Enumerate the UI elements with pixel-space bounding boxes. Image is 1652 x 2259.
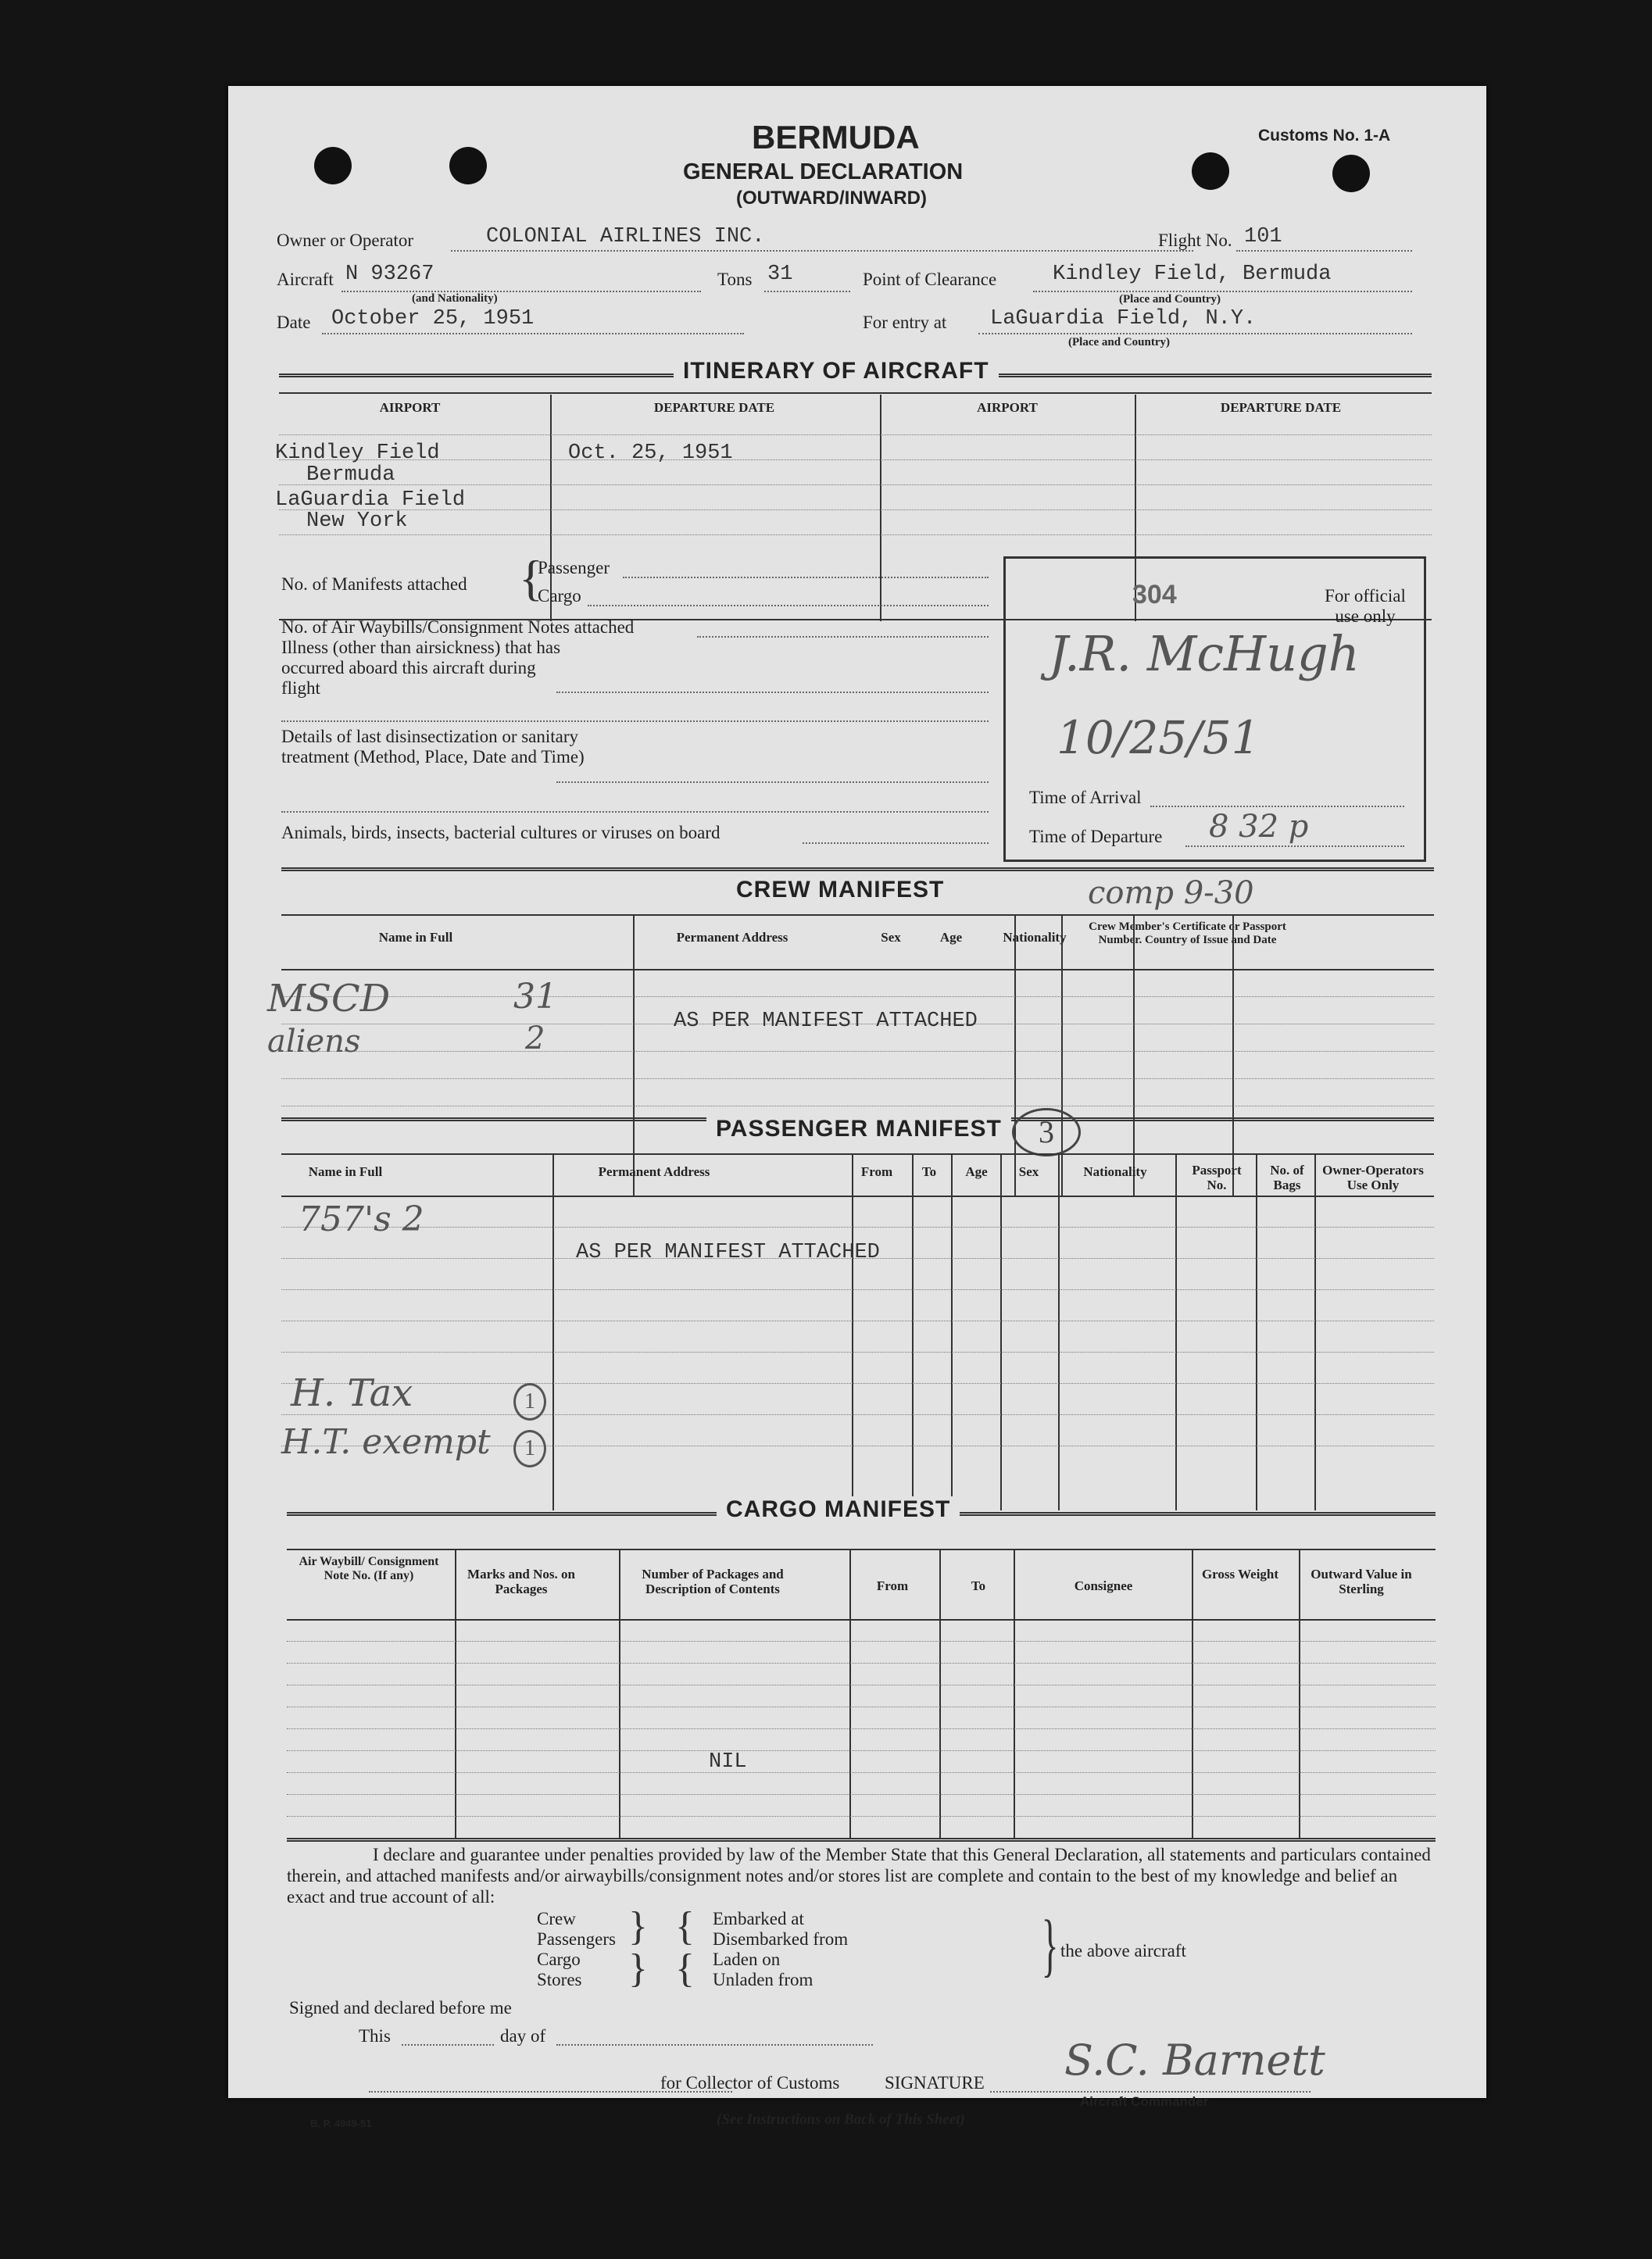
passenger-col-owner-use: Owner-Operators Use Only <box>1322 1163 1424 1192</box>
disinsect-label: Details of last disinsectization or sanitary treatment (Method, Place, Date and Time) <box>281 727 585 767</box>
waybills-label: No. of Air Waybills/Consignment Notes attached <box>281 617 635 637</box>
itinerary-col-airport-2: AIRPORT <box>977 400 1038 415</box>
passenger-divider <box>1058 1155 1060 1510</box>
tons-value: 31 <box>767 263 793 286</box>
commander-signature: S.C. Barnett <box>1064 2036 1325 2085</box>
declaration-embarked: Embarked at <box>713 1909 804 1928</box>
passenger-col-sex: Sex <box>1018 1164 1039 1179</box>
brace-icon: } <box>1041 1907 1059 1984</box>
manifests-label: No. of Manifests attached <box>281 574 467 594</box>
signature-line <box>990 2091 1311 2093</box>
passenger-divider <box>1175 1155 1177 1510</box>
passenger-divider <box>912 1155 914 1510</box>
cargo-note: NIL <box>709 1750 747 1774</box>
manifest-passenger-line <box>623 577 989 578</box>
crew-row-line <box>281 1051 1434 1052</box>
declaration-cargo: Cargo <box>537 1950 581 1969</box>
cargo-row-line <box>287 1750 1436 1751</box>
crew-handwritten-1: MSCD <box>267 977 391 1020</box>
passenger-note: AS PER MANIFEST ATTACHED <box>576 1241 880 1264</box>
passenger-title: PASSENGER MANIFEST <box>706 1116 1011 1142</box>
itinerary-row-line <box>279 434 1432 435</box>
brace-icon: } <box>628 1904 648 1949</box>
clearance-note: (Place and Country) <box>1119 293 1221 306</box>
declaration-form <box>228 86 1486 2129</box>
passenger-row-line <box>281 1289 1434 1290</box>
crew-top-rule <box>281 914 1434 916</box>
declaration-stores: Stores <box>537 1970 582 1989</box>
crew-handwritten-2-count: 2 <box>525 1020 545 1056</box>
crew-divider <box>1232 916 1234 1197</box>
manifest-passenger-label: Passenger <box>538 558 610 577</box>
declaration-text: I declare and guarantee under penalties provided by law of the Member State that this General Declaration, all statements and particulars contained therein, and attached manifests and/or airwaybills/consignment notes and/or stores list are complete and contain to the best of my knowledge and belief an exact and true account of all: <box>287 1845 1431 1907</box>
declaration-passengers: Passengers <box>537 1929 616 1949</box>
itinerary-col-departure-2: DEPARTURE DATE <box>1220 400 1342 415</box>
passenger-col-passport: Passport No. <box>1192 1163 1242 1192</box>
passenger-divider <box>852 1155 853 1510</box>
official-use-label: For official use only <box>1325 586 1406 626</box>
crew-row-line <box>281 1078 1434 1079</box>
itinerary-row-line <box>279 459 1432 460</box>
cargo-col-from: From <box>876 1578 909 1593</box>
entry-value: LaGuardia Field, N.Y. <box>990 307 1257 331</box>
cargo-col-marks: Marks and Nos. on Packages <box>467 1567 575 1596</box>
cargo-row-line <box>287 1794 1436 1795</box>
passenger-col-from: From <box>860 1164 893 1179</box>
manifest-cargo-line <box>588 605 989 606</box>
day-label: day of <box>500 2026 546 2046</box>
tons-line <box>764 291 850 292</box>
passenger-row-line <box>281 1383 1434 1384</box>
declaration-disembarked: Disembarked from <box>713 1929 849 1949</box>
crew-col-age: Age <box>939 930 963 945</box>
declaration-above-aircraft: the above aircraft <box>1060 1941 1186 1961</box>
cargo-col-to: To <box>971 1578 986 1593</box>
declaration-unladen: Unladen from <box>713 1970 813 1989</box>
date-value: October 25, 1951 <box>331 307 535 331</box>
cargo-header-rule <box>287 1619 1436 1621</box>
passenger-col-name: Name in Full <box>308 1164 383 1179</box>
aircraft-line <box>341 291 701 292</box>
crew-col-sex: Sex <box>881 930 901 945</box>
passenger-col-nationality: Nationality <box>1083 1164 1147 1179</box>
brace-icon: { <box>675 1946 695 1991</box>
cargo-row-line <box>287 1816 1436 1817</box>
passenger-handwritten-3-count: 1 <box>513 1430 546 1467</box>
declaration-laden: Laden on <box>713 1950 781 1969</box>
clearance-label: Point of Clearance <box>863 270 997 289</box>
crew-divider <box>1133 916 1135 1197</box>
cargo-row-line <box>287 1641 1436 1642</box>
tons-label: Tons <box>717 270 753 289</box>
illness-line-2 <box>281 720 989 722</box>
itinerary-row-line <box>279 484 1432 485</box>
cargo-row-line <box>287 1728 1436 1729</box>
passenger-row-line <box>281 1414 1434 1415</box>
flight-label: Flight No. <box>1158 231 1232 250</box>
form-direction: (OUTWARD/INWARD) <box>736 188 927 209</box>
signature-label: SIGNATURE <box>885 2073 985 2093</box>
itinerary-airport-1-country: Bermuda <box>306 463 395 487</box>
cargo-col-consignee: Consignee <box>1074 1578 1133 1593</box>
crew-margin-note: comp 9-30 <box>1088 875 1254 911</box>
itinerary-col-departure-1: DEPARTURE DATE <box>653 400 775 415</box>
cargo-rule <box>287 1549 1436 1550</box>
passenger-divider <box>951 1155 953 1510</box>
signed-label: Signed and declared before me <box>289 1998 512 2018</box>
day-line <box>556 2044 873 2046</box>
crew-col-address: Permanent Address <box>676 930 788 945</box>
flight-line <box>1236 250 1412 252</box>
cargo-col-packages: Number of Packages and Description of Contents <box>642 1567 784 1596</box>
brace-icon: } <box>628 1946 648 1991</box>
date-label: Date <box>277 313 311 332</box>
itinerary-row-line <box>279 534 1432 535</box>
details-bottom-rule <box>281 867 1434 871</box>
cargo-bottom-rule <box>287 1838 1436 1842</box>
itinerary-airport-1: Kindley Field <box>275 441 440 465</box>
clearance-line <box>1033 291 1412 292</box>
brace-icon: { <box>675 1904 695 1949</box>
date-line <box>322 333 744 334</box>
form-title: BERMUDA <box>752 119 920 155</box>
crew-col-name: Name in Full <box>378 930 453 945</box>
passenger-header-rule <box>281 1196 1434 1197</box>
passenger-divider <box>1000 1155 1002 1510</box>
itinerary-departure-date: Oct. 25, 1951 <box>568 441 733 465</box>
illness-line <box>556 692 989 693</box>
itinerary-airport-2-country: New York <box>306 509 408 533</box>
clearance-value: Kindley Field, Bermuda <box>1053 263 1332 286</box>
animals-line <box>803 842 989 844</box>
passenger-divider <box>1256 1155 1257 1510</box>
cargo-row-line <box>287 1772 1436 1773</box>
arrival-label: Time of Arrival <box>1029 788 1142 807</box>
this-label: This <box>359 2026 391 2046</box>
passenger-handwritten-2: H. Tax <box>291 1371 413 1415</box>
entry-note: (Place and Country) <box>1068 336 1170 349</box>
punch-hole <box>449 147 487 184</box>
crew-header-rule <box>281 969 1434 970</box>
passenger-row-line <box>281 1227 1434 1228</box>
passenger-row-line <box>281 1352 1434 1353</box>
arrival-line <box>1150 806 1404 807</box>
itinerary-rule <box>279 392 1432 394</box>
punch-hole <box>314 147 352 184</box>
collector-label: for Collector of Customs <box>660 2073 840 2093</box>
passenger-col-address: Permanent Address <box>598 1164 710 1179</box>
crew-note: AS PER MANIFEST ATTACHED <box>674 1010 978 1033</box>
passenger-col-bags: No. of Bags <box>1270 1163 1304 1192</box>
departure-line <box>1185 845 1404 847</box>
passenger-divider <box>1314 1155 1316 1510</box>
illness-label: Illness (other than airsickness) that has occurred aboard this aircraft during flight <box>281 638 561 698</box>
aircraft-label: Aircraft <box>277 270 334 289</box>
cargo-col-value: Outward Value in Sterling <box>1311 1567 1412 1596</box>
passenger-handwritten-3: H.T. exempt <box>281 1422 491 1462</box>
departure-value: 8 32 p <box>1209 809 1309 845</box>
cargo-row-line <box>287 1663 1436 1664</box>
passenger-col-age: Age <box>965 1164 988 1179</box>
passenger-count-circle: 3 <box>1012 1108 1081 1156</box>
commander-label: Aircraft Commander <box>1080 2094 1209 2109</box>
stamp-number: 304 <box>1132 580 1177 609</box>
aircraft-value: N 93267 <box>345 263 434 286</box>
disinsect-line <box>556 781 989 783</box>
animals-label: Animals, birds, insects, bacterial cultures or viruses on board <box>281 823 721 842</box>
passenger-handwritten-2-count: 1 <box>513 1383 546 1421</box>
this-line <box>402 2044 494 2046</box>
official-signature: J.R. McHugh <box>1049 625 1360 682</box>
cargo-col-waybill: Air Waybill/ Consignment Note No. (If any) <box>299 1555 439 1582</box>
crew-handwritten-1-count: 31 <box>513 977 557 1017</box>
cargo-col-weight: Gross Weight <box>1201 1567 1279 1582</box>
punch-hole <box>1192 152 1229 190</box>
departure-label: Time of Departure <box>1029 827 1163 846</box>
form-subtitle: GENERAL DECLARATION <box>683 159 964 184</box>
itinerary-divider <box>880 395 881 621</box>
passenger-handwritten-1: 757's 2 <box>299 1199 424 1239</box>
crew-divider <box>1061 916 1063 1197</box>
cargo-title: CARGO MANIFEST <box>717 1496 960 1523</box>
crew-handwritten-2: aliens <box>267 1024 361 1060</box>
itinerary-title: ITINERARY OF AIRCRAFT <box>674 358 999 384</box>
crew-col-nationality: Nationality <box>1003 930 1067 945</box>
crew-col-certificate: Crew Member's Certificate or Passport Number. Country of Issue and Date <box>1089 920 1286 946</box>
form-code: B. P. 4949-51 <box>310 2118 372 2129</box>
owner-label: Owner or Operator <box>277 231 413 250</box>
instructions-note: (See Instructions on Back of This Sheet) <box>717 2111 965 2128</box>
crew-row-line <box>281 996 1434 997</box>
itinerary-airport-2: LaGuardia Field <box>275 488 466 512</box>
owner-line <box>451 250 1193 252</box>
entry-line <box>978 333 1412 334</box>
declaration-crew: Crew <box>537 1909 576 1928</box>
flight-value: 101 <box>1244 225 1282 248</box>
passenger-divider <box>552 1155 554 1510</box>
passenger-rule <box>281 1153 1434 1155</box>
official-date: 10/25/51 <box>1057 711 1260 764</box>
manifest-cargo-label: Cargo <box>538 586 581 606</box>
owner-value: COLONIAL AIRLINES INC. <box>486 225 765 248</box>
entry-label: For entry at <box>863 313 947 332</box>
crew-divider <box>1014 916 1016 1197</box>
itinerary-col-airport-1: AIRPORT <box>379 400 441 415</box>
crew-divider <box>633 916 635 1197</box>
waybills-line <box>697 636 989 638</box>
form-number: Customs No. 1-A <box>1258 127 1391 145</box>
crew-title: CREW MANIFEST <box>727 877 953 903</box>
passenger-col-to: To <box>921 1164 937 1179</box>
brace-icon: { <box>519 550 543 606</box>
punch-hole <box>1332 155 1370 192</box>
aircraft-note: (and Nationality) <box>412 292 498 305</box>
disinsect-line-2 <box>281 811 989 813</box>
